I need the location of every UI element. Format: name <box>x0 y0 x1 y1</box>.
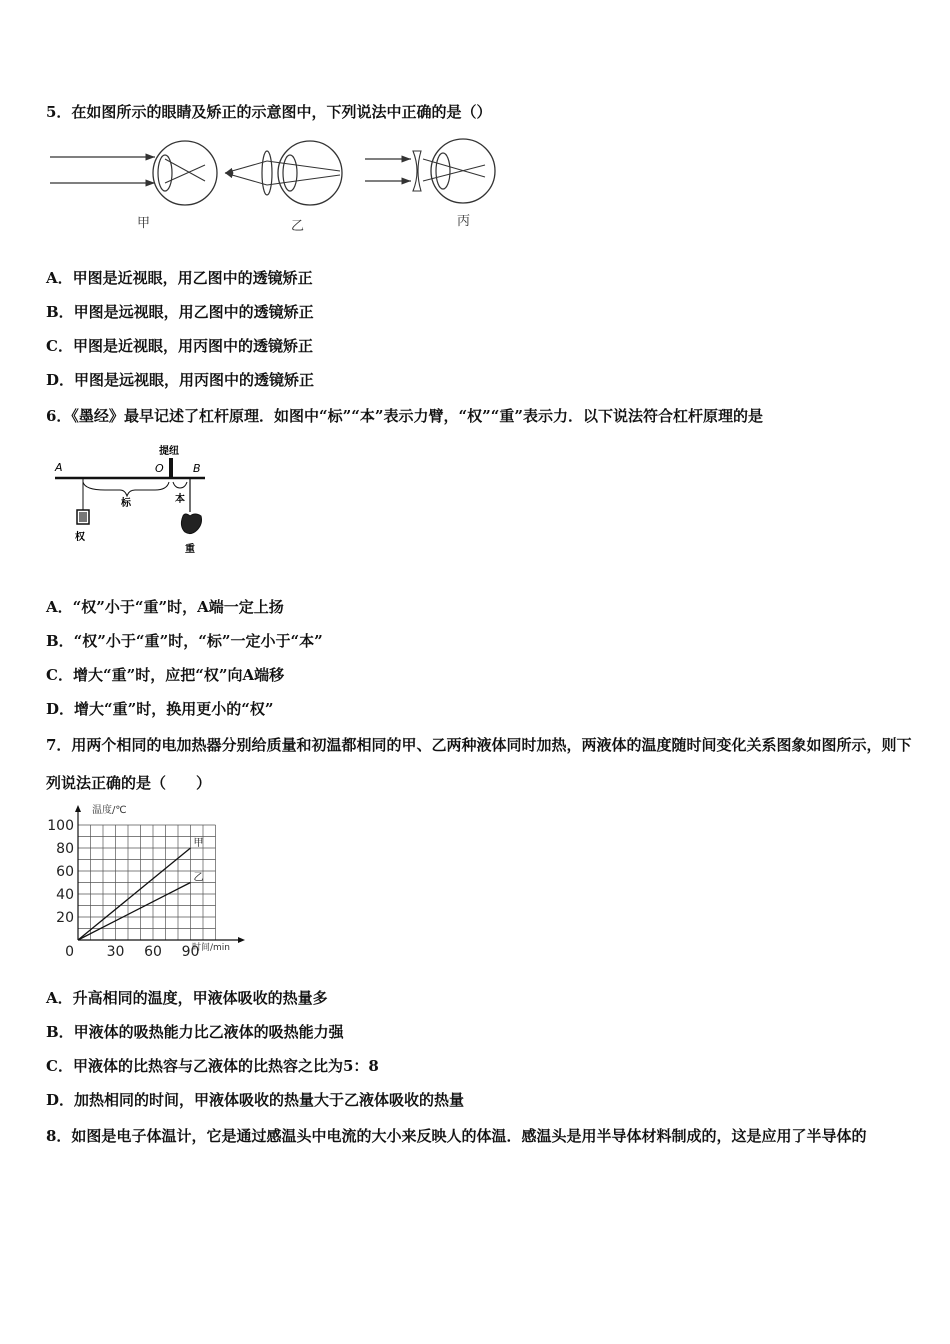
q6-lever-figure <box>45 440 225 565</box>
q7-option-b[interactable]: B．甲液体的吸热能力比乙液体的吸热能力强 <box>46 1023 344 1041</box>
q7-temperature-chart <box>40 800 250 958</box>
label-o: O <box>155 462 164 475</box>
label-b: B <box>193 462 201 475</box>
x-tick-label: 30 <box>106 944 125 958</box>
label-jia: 甲 <box>137 216 151 231</box>
label-yi: 乙 <box>291 219 305 234</box>
q5-option-d[interactable]: D．甲图是远视眼，用丙图中的透镜矫正 <box>46 371 315 389</box>
x-tick-label: 90 <box>181 944 200 958</box>
y-tick-label: 40 <box>56 887 74 903</box>
x-tick-label: 60 <box>144 944 162 958</box>
q7-option-c[interactable]: C．甲液体的比热容与乙液体的比热容之比为5：8 <box>46 1057 379 1075</box>
q8-stem: 8．如图是电子体温计，它是通过感温头中电流的大小来反映人的体温．感温头是用半导体材料制成的，这是应用了半导体的 <box>46 1127 867 1145</box>
x-axis-arrow <box>238 937 245 943</box>
eye-jia <box>50 141 217 205</box>
chart-ylabel: 温度/℃ <box>92 805 127 816</box>
label-bing: 丙 <box>457 214 471 229</box>
q7-stem: 7．用两个相同的电加热器分别给质量和初温都相同的甲、乙两种液体同时加热，两液体的温度随时间变化关系图象如图所示，则下列说法正确的是（ ） <box>46 736 912 792</box>
x-tick-label: 0 <box>65 944 74 958</box>
q6-option-a[interactable]: A．“权”小于“重”时，A端一定上扬 <box>46 598 284 616</box>
eye-yi <box>225 141 342 205</box>
q6-option-b[interactable]: B．“权”小于“重”时，“标”一定小于“本” <box>46 632 323 650</box>
q5-stem: 5．在如图所示的眼睛及矫正的示意图中，下列说法中正确的是（） <box>46 103 492 121</box>
series-label-yi: 乙 <box>193 872 204 884</box>
label-quan: 权 <box>75 532 85 543</box>
q5-eye-figure <box>45 135 505 240</box>
q7-option-d[interactable]: D．加热相同的时间，甲液体吸收的热量大于乙液体吸收的热量 <box>46 1091 465 1109</box>
q7-option-a[interactable]: A．升高相同的温度，甲液体吸收的热量多 <box>46 989 328 1007</box>
y-tick-label: 80 <box>56 841 74 857</box>
q5-option-b[interactable]: B．甲图是远视眼，用乙图中的透镜矫正 <box>46 303 314 321</box>
label-biao: 标 <box>121 498 131 509</box>
y-tick-label: 100 <box>47 818 74 834</box>
label-ben: 本 <box>175 494 185 505</box>
y-tick-label: 60 <box>56 864 74 880</box>
series-line-yi <box>78 883 191 941</box>
y-tick-label: 20 <box>56 910 74 926</box>
q6-option-c[interactable]: C．增大“重”时，应把“权”向A端移 <box>46 666 285 684</box>
q5-option-a[interactable]: A．甲图是近视眼，用乙图中的透镜矫正 <box>46 269 313 287</box>
label-a: A <box>55 461 63 474</box>
chart-xlabel: 时间/min <box>192 943 231 953</box>
eye-bing <box>365 139 495 203</box>
label-zhong: 重 <box>185 544 195 555</box>
label-knob: 提纽 <box>159 446 179 457</box>
series-label-jia: 甲 <box>193 838 204 849</box>
q6-stem: 6．《墨经》最早记述了杠杆原理．如图中“标”“本”表示力臂，“权”“重”表示力．以下说法符合杠杆原理的是 <box>46 407 763 425</box>
q5-option-c[interactable]: C．甲图是近视眼，用丙图中的透镜矫正 <box>46 337 313 355</box>
y-axis-arrow <box>75 805 81 812</box>
q6-option-d[interactable]: D．增大“重”时，换用更小的“权” <box>46 700 274 718</box>
